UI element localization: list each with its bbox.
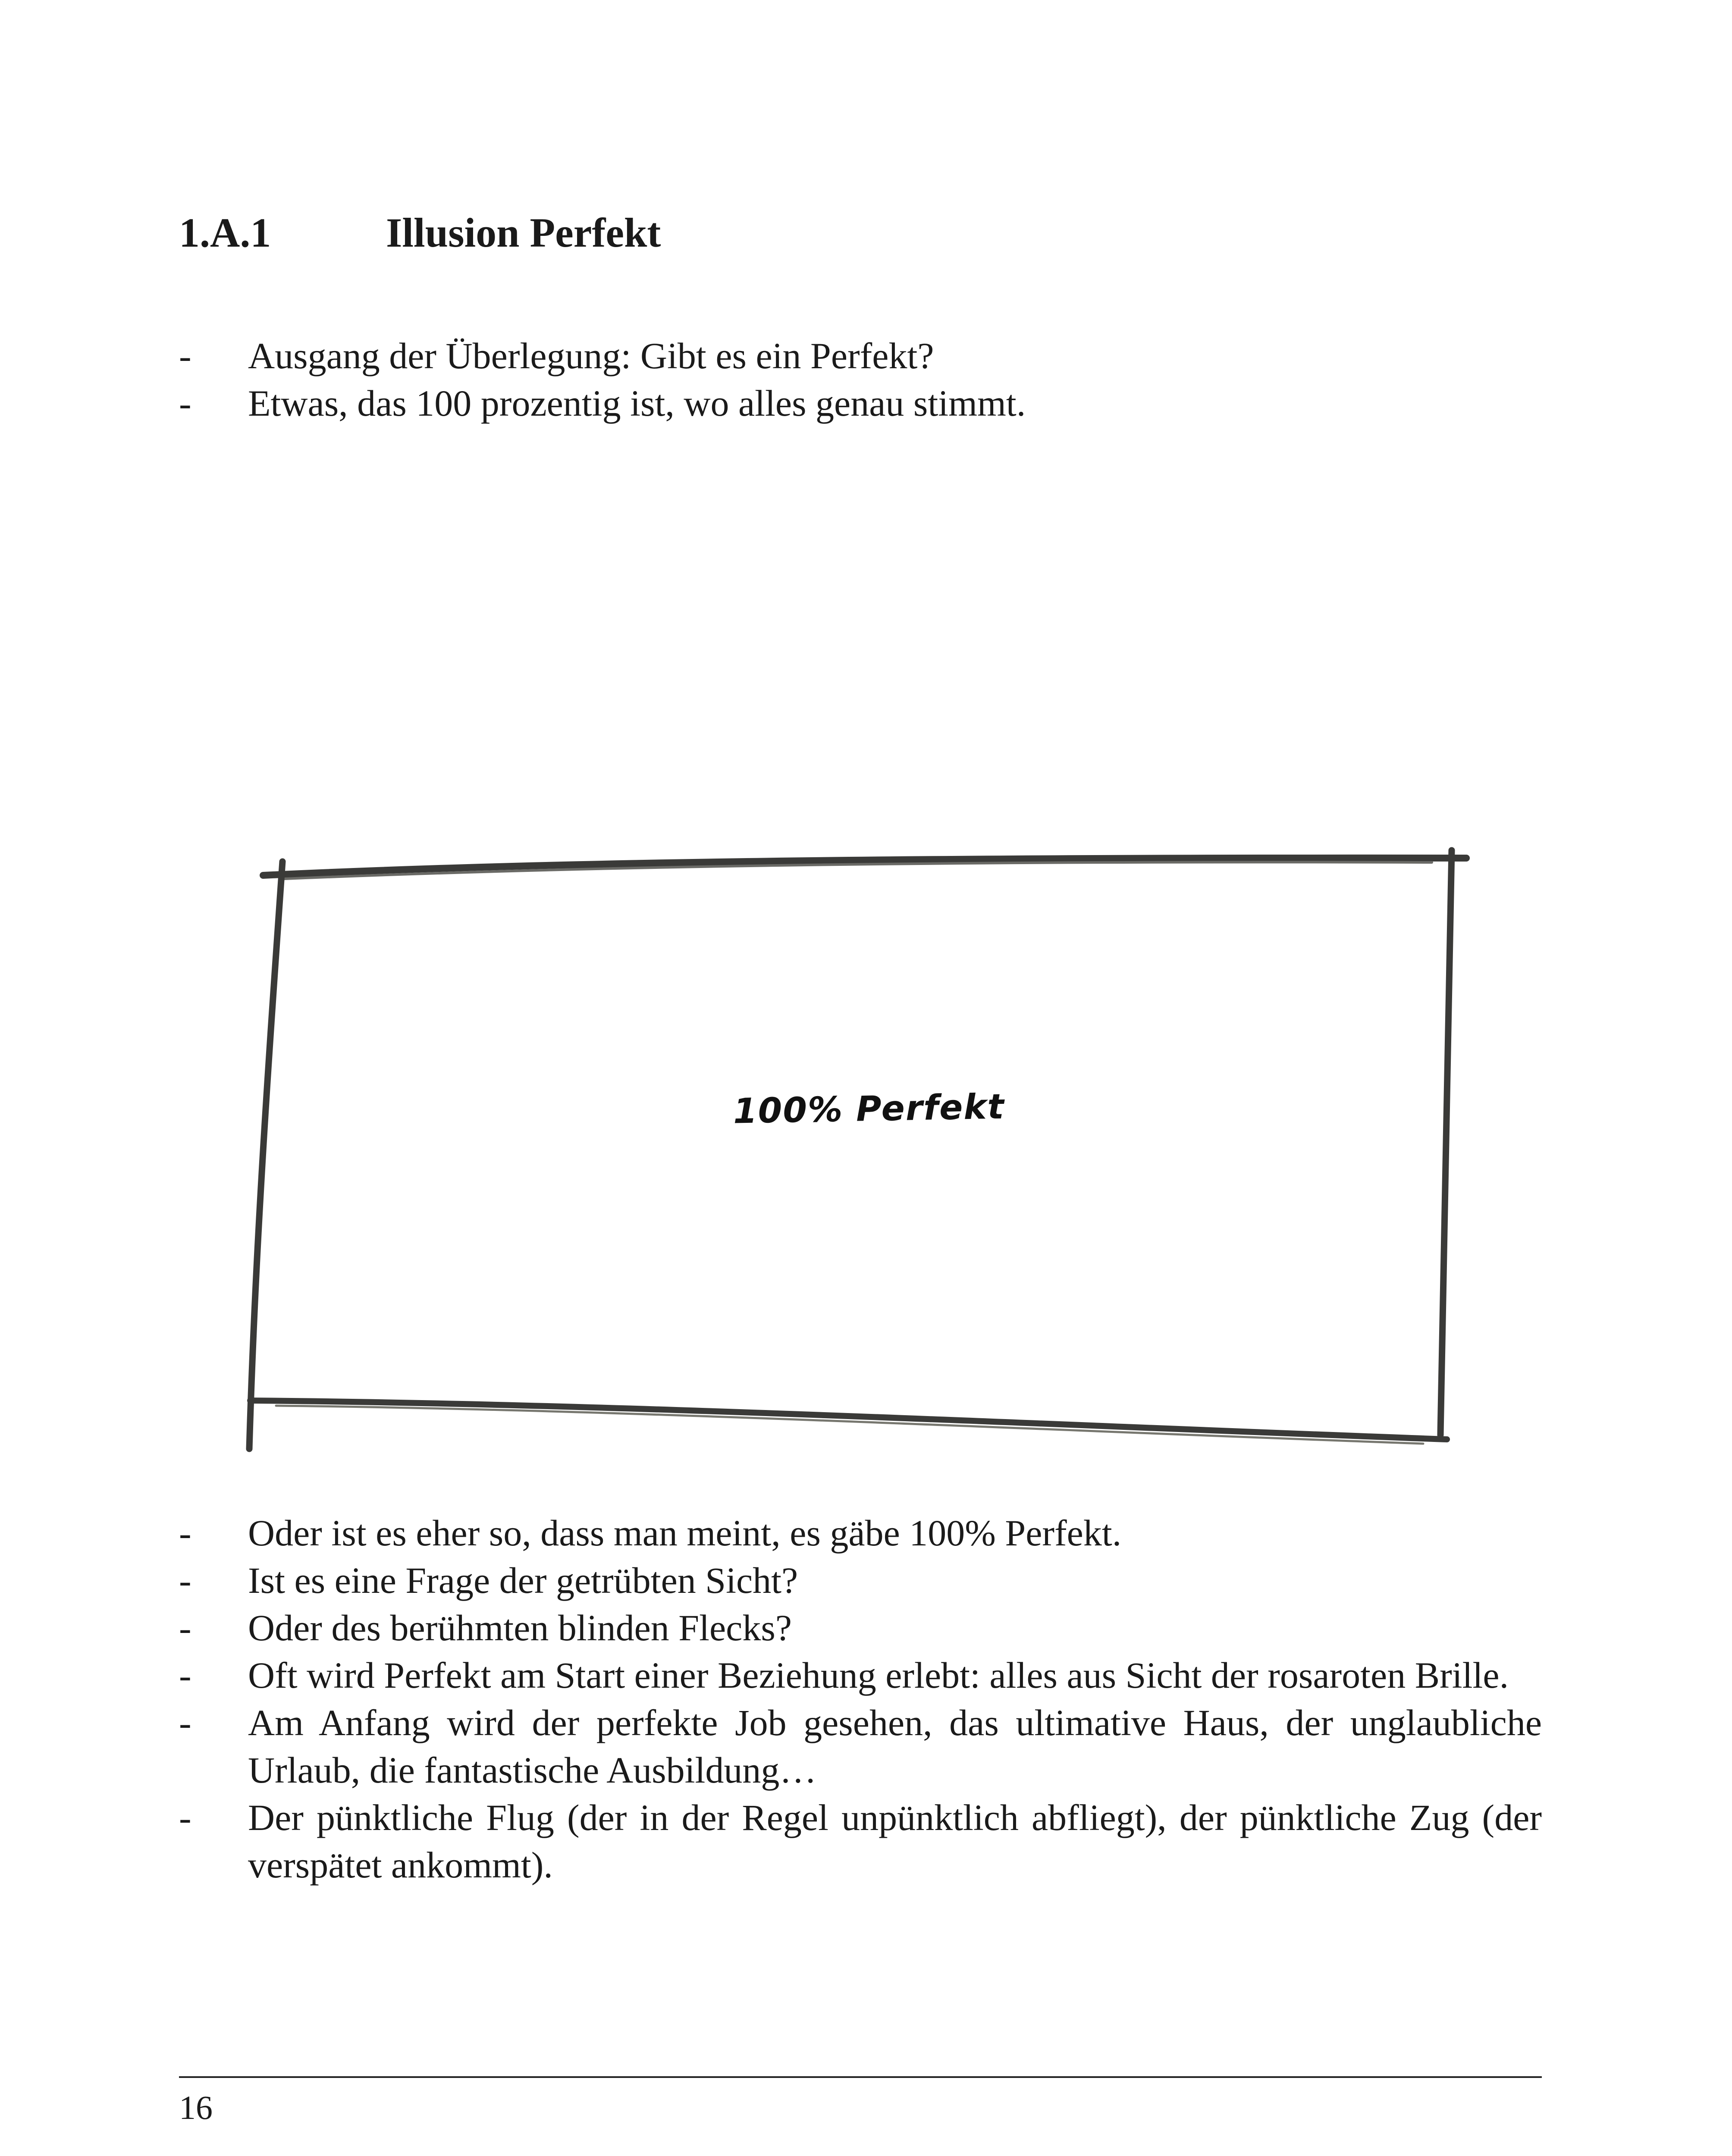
- list-dash: -: [179, 1512, 191, 1554]
- section-heading: [179, 207, 661, 259]
- page-number: 16: [179, 2089, 213, 2126]
- sketch-bottom-edge: [250, 1401, 1447, 1439]
- perfect-box-sketch: [233, 832, 1484, 1462]
- list-item: - Ausgang der Überlegung: Gibt es ein Perfekt?: [179, 332, 1542, 379]
- list-dash: -: [179, 335, 191, 376]
- list-item: - Etwas, das 100 prozentig ist, wo alles genau stimmt.: [179, 379, 1542, 427]
- sketch-right-edge: [1440, 850, 1452, 1435]
- section-number: 1.A.1: [179, 210, 271, 256]
- sketch-left-edge: [249, 862, 282, 1449]
- sketch-label: 100% Perfekt: [733, 1086, 1005, 1131]
- list-item: - Am Anfang wird der perfekte Job gesehen, das ultimative Haus, der unglaubliche Urlaub, die fantastische Ausbildung…: [179, 1699, 1542, 1794]
- list-dash: -: [179, 1655, 191, 1696]
- list-dash: -: [179, 382, 191, 424]
- list-dash: -: [179, 1560, 191, 1601]
- list-dash: -: [179, 1797, 191, 1838]
- list-item: - Oft wird Perfekt am Start einer Beziehung erlebt: alles aus Sicht der rosaroten Brille.: [179, 1651, 1542, 1699]
- section-title: Illusion Perfekt: [386, 210, 661, 256]
- sketch-bottom-edge-shade: [276, 1406, 1423, 1444]
- list-dash: -: [179, 1607, 191, 1648]
- list-item: - Der pünktliche Flug (der in der Regel unpünktlich abfliegt), der pünktliche Zug (der verspätet ankommt).: [179, 1794, 1542, 1889]
- footer-rule: [179, 2076, 1542, 2078]
- list-item: - Oder ist es eher so, dass man meint, es gäbe 100% Perfekt.: [179, 1509, 1542, 1557]
- list-item: - Ist es eine Frage der getrübten Sicht?: [179, 1557, 1542, 1604]
- list-item: - Oder des berühmten blinden Flecks?: [179, 1604, 1542, 1651]
- main-list: [179, 1509, 1542, 1889]
- list-dash: -: [179, 1702, 191, 1743]
- intro-list: [179, 332, 1542, 427]
